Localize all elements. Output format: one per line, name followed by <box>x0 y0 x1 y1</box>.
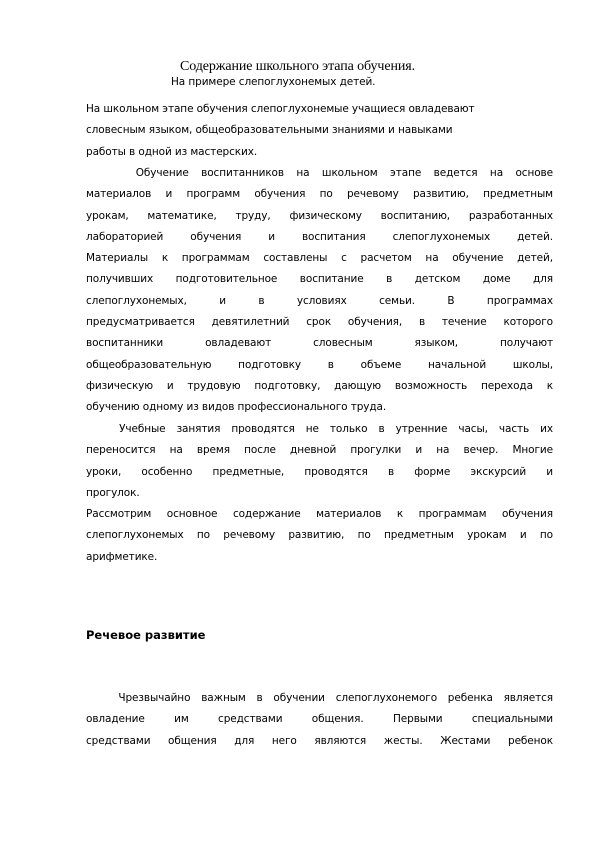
text-line: слепоглухонемых по речевому развитию, по предметным урокам и по <box>86 529 553 542</box>
text-line: прогулок. <box>86 486 140 499</box>
text-line: предусматривается девятилетний срок обучения, в течение которого <box>86 316 553 329</box>
paragraph-programs <box>86 163 553 419</box>
paragraph-overview <box>86 504 553 568</box>
text-line: средствами общения для него являются жесты. Жестами ребенок <box>86 734 553 747</box>
text-line: воспитанники овладевают словесным языком, получают <box>86 337 553 350</box>
text-line: работы в одной из мастерских. <box>86 145 258 158</box>
document-title: Содержание школьного этапа обучения. <box>179 59 415 74</box>
text-line: физическую и трудовую подготовку, дающую возможность перехода к <box>86 379 553 392</box>
text-line: Учебные занятия проводятся не только в утренние часы, часть их <box>86 423 553 435</box>
section-heading: Речевое развитие <box>86 628 206 642</box>
paragraph-intro <box>86 99 553 163</box>
text-line: обучению одному из видов профессионального труда. <box>86 401 387 414</box>
text-line: материалов и программ обучения по речевому развитию, предметным <box>86 188 553 201</box>
text-line: овладение им средствами общения. Первыми специальными <box>86 713 553 726</box>
text-line: общеобразовательную подготовку в объеме начальной школы, <box>86 358 553 371</box>
text-line: слепоглухонемых, и в условиях семьи. В программах <box>86 294 553 307</box>
text-line: лабораторией обучения и воспитания слепоглухонемых детей. <box>86 230 553 243</box>
text-line: уроки, особенно предметные, проводятся в форме экскурсий и <box>86 465 553 478</box>
text-line: На школьном этапе обучения слепоглухонемые учащиеся овладевают <box>86 103 475 115</box>
paragraph-speech <box>86 688 553 752</box>
text-line: Обучение воспитанников на школьном этапе ведется на основе <box>86 167 553 179</box>
text-line: арифметике. <box>86 550 158 563</box>
text-line: Материалы к программам составлены с расчетом на обучение детей, <box>86 252 553 265</box>
text-line: словесным языком, общеобразовательными знаниями и навыками <box>86 124 453 137</box>
document-subtitle: На примере слепоглухонемых детей. <box>171 76 376 88</box>
text-line: получивших подготовительное воспитание в детском доме для <box>86 273 553 286</box>
text-line: переносится на время после дневной прогулки и на вечер. Многие <box>86 444 553 457</box>
text-line: урокам, математике, труду, физическому воспитанию, разработанных <box>86 209 553 222</box>
paragraph-classes <box>86 419 553 504</box>
text-line: Чрезвычайно важным в обучении слепоглухонемого ребенка является <box>86 692 553 704</box>
text-line: Рассмотрим основное содержание материалов к программам обучения <box>86 508 553 520</box>
